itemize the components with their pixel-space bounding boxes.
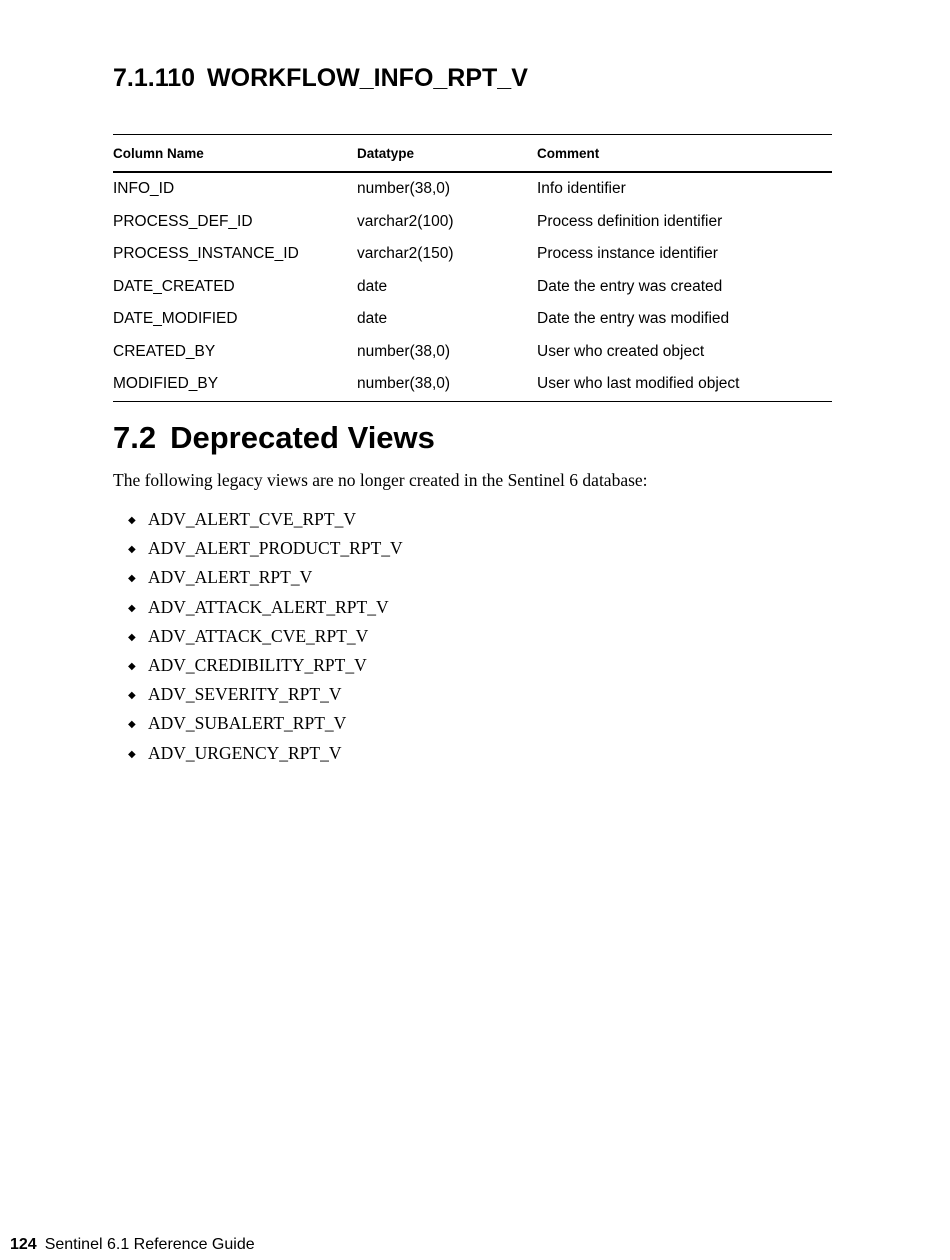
comment-header: Comment bbox=[537, 135, 832, 173]
table-row bbox=[113, 271, 832, 304]
column-name-cell: CREATED_BY bbox=[113, 342, 216, 360]
table-header-row bbox=[113, 135, 832, 173]
page-number: 124 bbox=[10, 1236, 37, 1253]
list-item bbox=[128, 505, 403, 534]
deprecated-section-title: Deprecated Views bbox=[170, 420, 435, 455]
view-name: ADV_ATTACK_CVE_RPT_V bbox=[148, 625, 369, 646]
columns-table bbox=[113, 134, 832, 402]
table-row bbox=[113, 303, 832, 336]
diamond-bullet-icon: ◆ bbox=[128, 573, 136, 585]
comment-cell: User who created object bbox=[537, 342, 705, 360]
datatype-cell: number(38,0) bbox=[357, 368, 537, 401]
datatype-cell: varchar2(100) bbox=[357, 212, 454, 230]
datatype-cell: date bbox=[357, 310, 388, 328]
comment-cell: User who last modified object bbox=[537, 368, 832, 401]
diamond-bullet-icon: ◆ bbox=[128, 515, 136, 526]
view-name: ADV_SEVERITY_RPT_V bbox=[148, 684, 342, 705]
diamond-bullet-icon: ◆ bbox=[128, 748, 136, 760]
datatype-cell: number(38,0) bbox=[357, 342, 451, 360]
section-heading bbox=[113, 64, 528, 93]
diamond-bullet-icon: ◆ bbox=[128, 719, 136, 731]
view-name: ADV_CREDIBILITY_RPT_V bbox=[148, 654, 367, 675]
view-name: ADV_ALERT_CVE_RPT_V bbox=[148, 509, 356, 529]
deprecated-views-list bbox=[128, 505, 403, 768]
diamond-bullet-icon: ◆ bbox=[128, 690, 136, 702]
diamond-bullet-icon: ◆ bbox=[128, 544, 136, 556]
view-name: ADV_URGENCY_RPT_V bbox=[148, 742, 342, 763]
view-name: ADV_ATTACK_ALERT_RPT_V bbox=[148, 596, 389, 617]
comment-cell: Process instance identifier bbox=[537, 245, 718, 263]
view-name: ADV_ALERT_RPT_V bbox=[148, 567, 313, 588]
datatype-cell: date bbox=[357, 277, 388, 295]
comment-cell: Date the entry was modified bbox=[537, 310, 730, 328]
list-item bbox=[128, 651, 403, 680]
table-row bbox=[113, 368, 832, 401]
diamond-bullet-icon: ◆ bbox=[128, 631, 136, 643]
page-footer bbox=[10, 1236, 255, 1254]
diamond-bullet-icon: ◆ bbox=[128, 602, 136, 614]
comment-cell: Process definition identifier bbox=[537, 212, 723, 230]
comment-cell: Info identifier bbox=[537, 180, 626, 198]
datatype-cell: number(38,0) bbox=[357, 180, 451, 198]
table-row bbox=[113, 336, 832, 369]
list-item bbox=[128, 534, 403, 563]
deprecated-section-number: 7.2 bbox=[113, 420, 157, 455]
intro-paragraph: The following legacy views are no longer created in the Sentinel 6 database: bbox=[113, 470, 648, 490]
table-row bbox=[113, 238, 832, 271]
section-title: WORKFLOW_INFO_RPT_V bbox=[207, 64, 528, 92]
table-row bbox=[113, 172, 832, 206]
comment-cell: Date the entry was created bbox=[537, 277, 723, 295]
list-item bbox=[128, 739, 403, 768]
list-item bbox=[128, 709, 403, 738]
deprecated-views-heading bbox=[113, 420, 435, 456]
column-name-cell: MODIFIED_BY bbox=[113, 368, 357, 401]
column-name-cell: PROCESS_INSTANCE_ID bbox=[113, 245, 299, 263]
datatype-header: Datatype bbox=[357, 135, 537, 173]
datatype-cell: varchar2(150) bbox=[357, 245, 454, 263]
list-item bbox=[128, 593, 403, 622]
view-name: ADV_ALERT_PRODUCT_RPT_V bbox=[148, 538, 403, 559]
guide-title: Sentinel 6.1 Reference Guide bbox=[44, 1236, 255, 1253]
column-name-cell: DATE_CREATED bbox=[113, 277, 235, 295]
column-name-header: Column Name bbox=[113, 135, 357, 173]
list-item bbox=[128, 622, 403, 651]
table-row bbox=[113, 206, 832, 239]
column-name-cell: INFO_ID bbox=[113, 180, 175, 198]
list-item bbox=[128, 563, 403, 592]
column-name-cell: DATE_MODIFIED bbox=[113, 310, 238, 328]
view-name: ADV_SUBALERT_RPT_V bbox=[148, 713, 347, 734]
diamond-bullet-icon: ◆ bbox=[128, 660, 136, 672]
section-number: 7.1.110 bbox=[113, 64, 196, 92]
column-name-cell: PROCESS_DEF_ID bbox=[113, 212, 253, 230]
list-item bbox=[128, 680, 403, 709]
